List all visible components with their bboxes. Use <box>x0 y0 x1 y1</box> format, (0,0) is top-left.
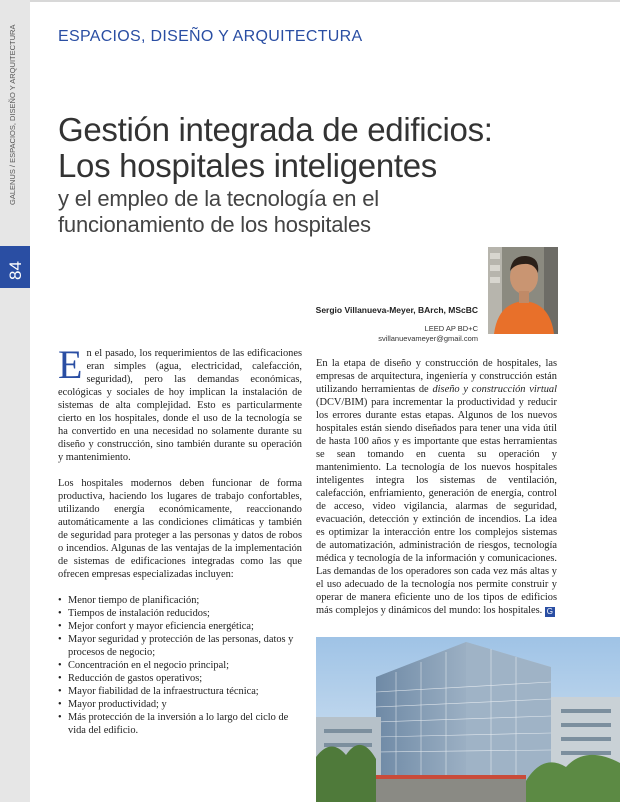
subtitle-line-1: y el empleo de la tecnología en el <box>58 186 379 211</box>
advantages-list <box>58 594 302 737</box>
drop-cap: E <box>58 342 83 387</box>
top-rule <box>30 0 620 2</box>
paragraph-3-text-a: En la etapa de diseño y construcción de hospitales, las empresas de arquitectura, ingeniería y construcción están utilizando herramientas de <box>316 358 557 395</box>
page-number: 84 <box>6 261 25 280</box>
author-name: Sergio Villanueva-Meyer, BArch, MScBC <box>315 305 478 315</box>
paragraph-3 <box>316 357 557 617</box>
author-credential: LEED AP BD+C <box>424 324 478 333</box>
paragraph-1-text: n el pasado, los requerimientos de las edificaciones eran simples (agua, electricidad, calefacción, seguridad), pero las demandas económicas, ecológicas y sociales de hoy implican la instalación de sistemas de alta complejidad. Esto es particularmente cierto en los hospitales, donde el uso de la tecnología se ha convertido en una necesidad no solamente durante su diseño y construcción, sino también durante su operación y mantenimiento. <box>58 348 302 463</box>
end-mark-icon: G <box>546 607 553 616</box>
list-item: • Menor tiempo de planificación; <box>58 594 302 607</box>
paragraph-3-text-b: (DCV/BIM) para incrementar la productividad y reducir los errores durante estas etapas. Algunos de los nuevos hospitales están siendo diseñados para tener una vida útil de hasta 100 años y es importante que estas herramientas se sean tomando en cuenta su operación y mantenimiento. La tecnología de los nuevos hospitales inteligentes integra los sistemas de ventilación, calefacción, enfriamiento, generación de energía, control de acceso, video vigilancia, alarmas de seguridad, evacuación, detección y extinción de incendios. La idea es optimizar la interacción entre los complejos sistemas de automatización, administración de riesgos, tecnología médica y tecnología de la información y comunicaciones. Las demandas de los operadores son cada vez más altas y el uso adecuado de la tecnología nos permite construir y operar de manera eficiente uno de los tipos de edificios más complejos y dinámicos del mundo: los hospitales. <box>316 397 557 616</box>
list-item: • Concentración en el negocio principal; <box>58 659 302 672</box>
running-head-text: GALENUS / ESPACIOS, DISEÑO Y ARQUITECTURA <box>8 24 17 205</box>
page-number-box <box>0 246 30 288</box>
paragraph-3-emphasis: diseño y construcción virtual <box>432 384 557 395</box>
list-item: • Mayor seguridad y protección de las personas, datos y procesos de negocio; <box>58 633 302 659</box>
title-line-1: Gestión integrada de edificios: <box>58 111 493 148</box>
author-photo <box>488 247 558 334</box>
list-item: • Reducción de gastos operativos; <box>58 672 302 685</box>
list-item: • Mejor confort y mayor eficiencia energética; <box>58 620 302 633</box>
body-column-left <box>58 342 302 737</box>
article-title <box>58 112 493 184</box>
title-line-2: Los hospitales inteligentes <box>58 147 437 184</box>
subtitle-line-2: funcionamiento de los hospitales <box>58 212 371 237</box>
hospital-building-image <box>316 637 620 802</box>
author-block <box>316 305 478 343</box>
author-photo-image <box>488 247 558 334</box>
body-column-right <box>316 357 557 630</box>
list-item: • Más protección de la inversión a lo largo del ciclo de vida del edificio. <box>58 711 302 737</box>
section-title: ESPACIOS, DISEÑO Y ARQUITECTURA <box>58 28 363 45</box>
paragraph-2: Los hospitales modernos deben funcionar de forma productiva, haciendo los lugares de trabajo confortables, utilizando energía económicamente, reaccionando automáticamente a las condiciones climáticas y también de seguridad para proteger a las personas y datos de robos o incendios. Algunas de las ventajas de la implementación de sistemas de edificaciones integradas como las que ofrecen empresas especializadas incluyen: <box>58 478 302 580</box>
list-item: • Mayor fiabilidad de la infraestructura técnica; <box>58 685 302 698</box>
list-item: • Tiempos de instalación reducidos; <box>58 607 302 620</box>
paragraph-1 <box>58 342 302 464</box>
author-email[interactable]: svillanuevameyer@gmail.com <box>378 334 478 343</box>
article-subtitle <box>58 186 379 238</box>
hospital-building-photo <box>316 637 620 802</box>
list-item: • Mayor productividad; y <box>58 698 302 711</box>
